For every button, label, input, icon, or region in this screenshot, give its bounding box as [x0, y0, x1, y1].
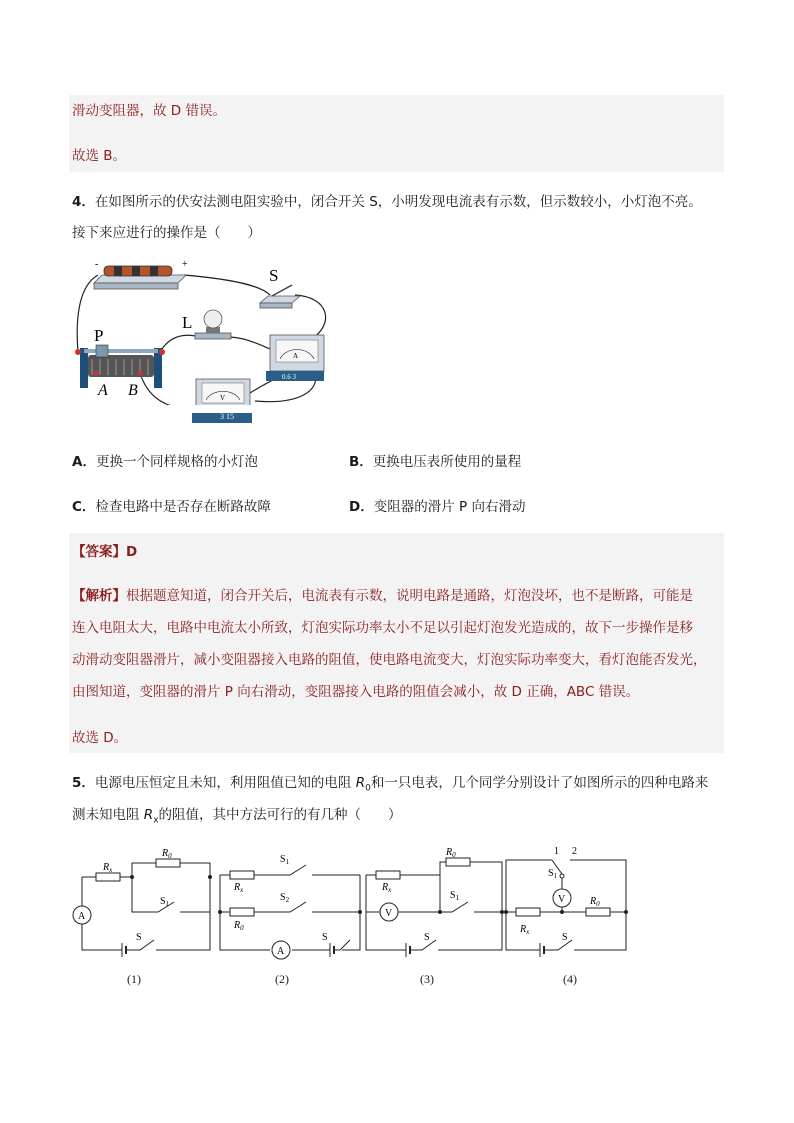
ammeter — [266, 335, 324, 381]
svg-text:S2: $S_2$ — [280, 892, 290, 904]
prev-answer-line1: 滑动变阻器，故 D 错误。 — [72, 103, 226, 119]
svg-text:A: A — [277, 946, 285, 957]
q4-conclusion-shade — [69, 723, 724, 753]
circuit-2 — [220, 865, 360, 959]
q5-caption-3: (3) — [420, 972, 434, 986]
svg-text:A: A — [293, 352, 299, 360]
svg-text:1: 1 — [554, 846, 559, 857]
svg-text:R0: $R_0$ — [234, 920, 244, 932]
svg-text:L: L — [182, 313, 193, 332]
svg-text:R0: $R_0$ — [590, 896, 600, 908]
q5-stem-line2: 测未知电阻 $R_x$的阻值，其中方法可行的有几种（ ） — [72, 807, 402, 826]
svg-text:S: S — [136, 932, 142, 943]
svg-text:P: P — [94, 326, 104, 345]
svg-text:B: B — [128, 382, 138, 399]
svg-text:2: 2 — [572, 846, 577, 857]
q4-option-a[interactable]: A．更换一个同样规格的小灯泡 — [72, 454, 258, 470]
prev-conclusion: 故选 B。 — [72, 148, 127, 164]
q4-analysis-line2: 连入电阻太大，电路中电流太小所致，灯泡实际功率太小不足以引起灯泡发光造成的，故下一步操作是移 — [72, 620, 693, 636]
q4-option-c[interactable]: C．检查电路中是否存在断路故障 — [72, 499, 271, 515]
q4-analysis-line1: 【解析】根据题意知道，闭合开关后，电流表有示数，说明电路是通路，灯泡没坏，也不是断路，可能是 — [72, 588, 693, 604]
prev-conclusion-shade — [69, 140, 724, 172]
svg-text:S: S — [269, 266, 279, 285]
q5-caption-2: (2) — [275, 972, 289, 986]
svg-text:V: V — [558, 894, 566, 905]
q5-stem-line1: 5．电源电压恒定且未知，利用阻值已知的电阻 $R_0$和一只电表，几个同学分别设计了如图所示的四种电路来 — [72, 775, 709, 794]
switch — [260, 266, 300, 308]
svg-text:S1: $S_1$ — [450, 890, 460, 902]
svg-text:Rx: $R_x$ — [520, 924, 530, 936]
svg-text:V: V — [220, 394, 226, 402]
svg-text:A: A — [78, 911, 86, 922]
q5-caption-4: (4) — [563, 972, 577, 986]
svg-text:S: S — [322, 932, 328, 943]
svg-text:-: - — [95, 259, 99, 270]
svg-text:+: + — [182, 259, 188, 270]
rheostat — [75, 326, 165, 399]
lamp — [182, 310, 231, 339]
svg-text:Rx: $R_x$ — [382, 882, 392, 894]
q4-option-d[interactable]: D．变阻器的滑片 P 向右滑动 — [349, 499, 526, 515]
q4-analysis-line3: 动滑动变阻器滑片，减小变阻器接入电路的阻值，使电路电流变大，灯泡实际功率变大，看灯泡能否发光， — [72, 652, 707, 668]
svg-text:S1: $S_1$ — [280, 854, 290, 866]
svg-text:R0: $R_0$ — [162, 848, 172, 860]
voltmeter — [196, 379, 250, 405]
svg-text:S: S — [562, 932, 568, 943]
q4-answer: 【答案】D — [72, 544, 138, 560]
q4-analysis-line4: 由图知道，变阻器的滑片 P 向右滑动，变阻器接入电路的阻值会减小，故 D 正确，ABC 错误。 — [72, 684, 640, 700]
battery-pack — [94, 259, 188, 289]
voltmeter-scale: 3 15 — [220, 412, 234, 421]
q4-conclusion: 故选 D。 — [72, 730, 128, 746]
svg-text:V: V — [385, 908, 393, 919]
svg-text:R0: $R_0$ — [446, 847, 456, 859]
q4-stem-line1: 4．在如图所示的伏安法测电阻实验中，闭合开关 S，小明发现电流表有示数，但示数较小，小灯泡不亮。 — [72, 194, 702, 210]
q5-caption-1: (1) — [127, 972, 141, 986]
q4-circuit-figure — [70, 255, 340, 405]
svg-text:Rx: $R_x$ — [234, 882, 244, 894]
q5-circuit-figures — [70, 840, 640, 1000]
svg-text:S1: $S_1$ — [548, 868, 558, 880]
svg-text:Rx: $R_x$ — [103, 862, 113, 874]
svg-text:0.6 3: 0.6 3 — [282, 373, 296, 381]
svg-text:A: A — [98, 382, 108, 399]
q4-stem-line2: 接下来应进行的操作是（ ） — [72, 225, 261, 241]
svg-text:S1: $S_1$ — [160, 896, 170, 908]
svg-text:S: S — [424, 932, 430, 943]
q4-option-b[interactable]: B．更换电压表所使用的量程 — [349, 454, 522, 470]
